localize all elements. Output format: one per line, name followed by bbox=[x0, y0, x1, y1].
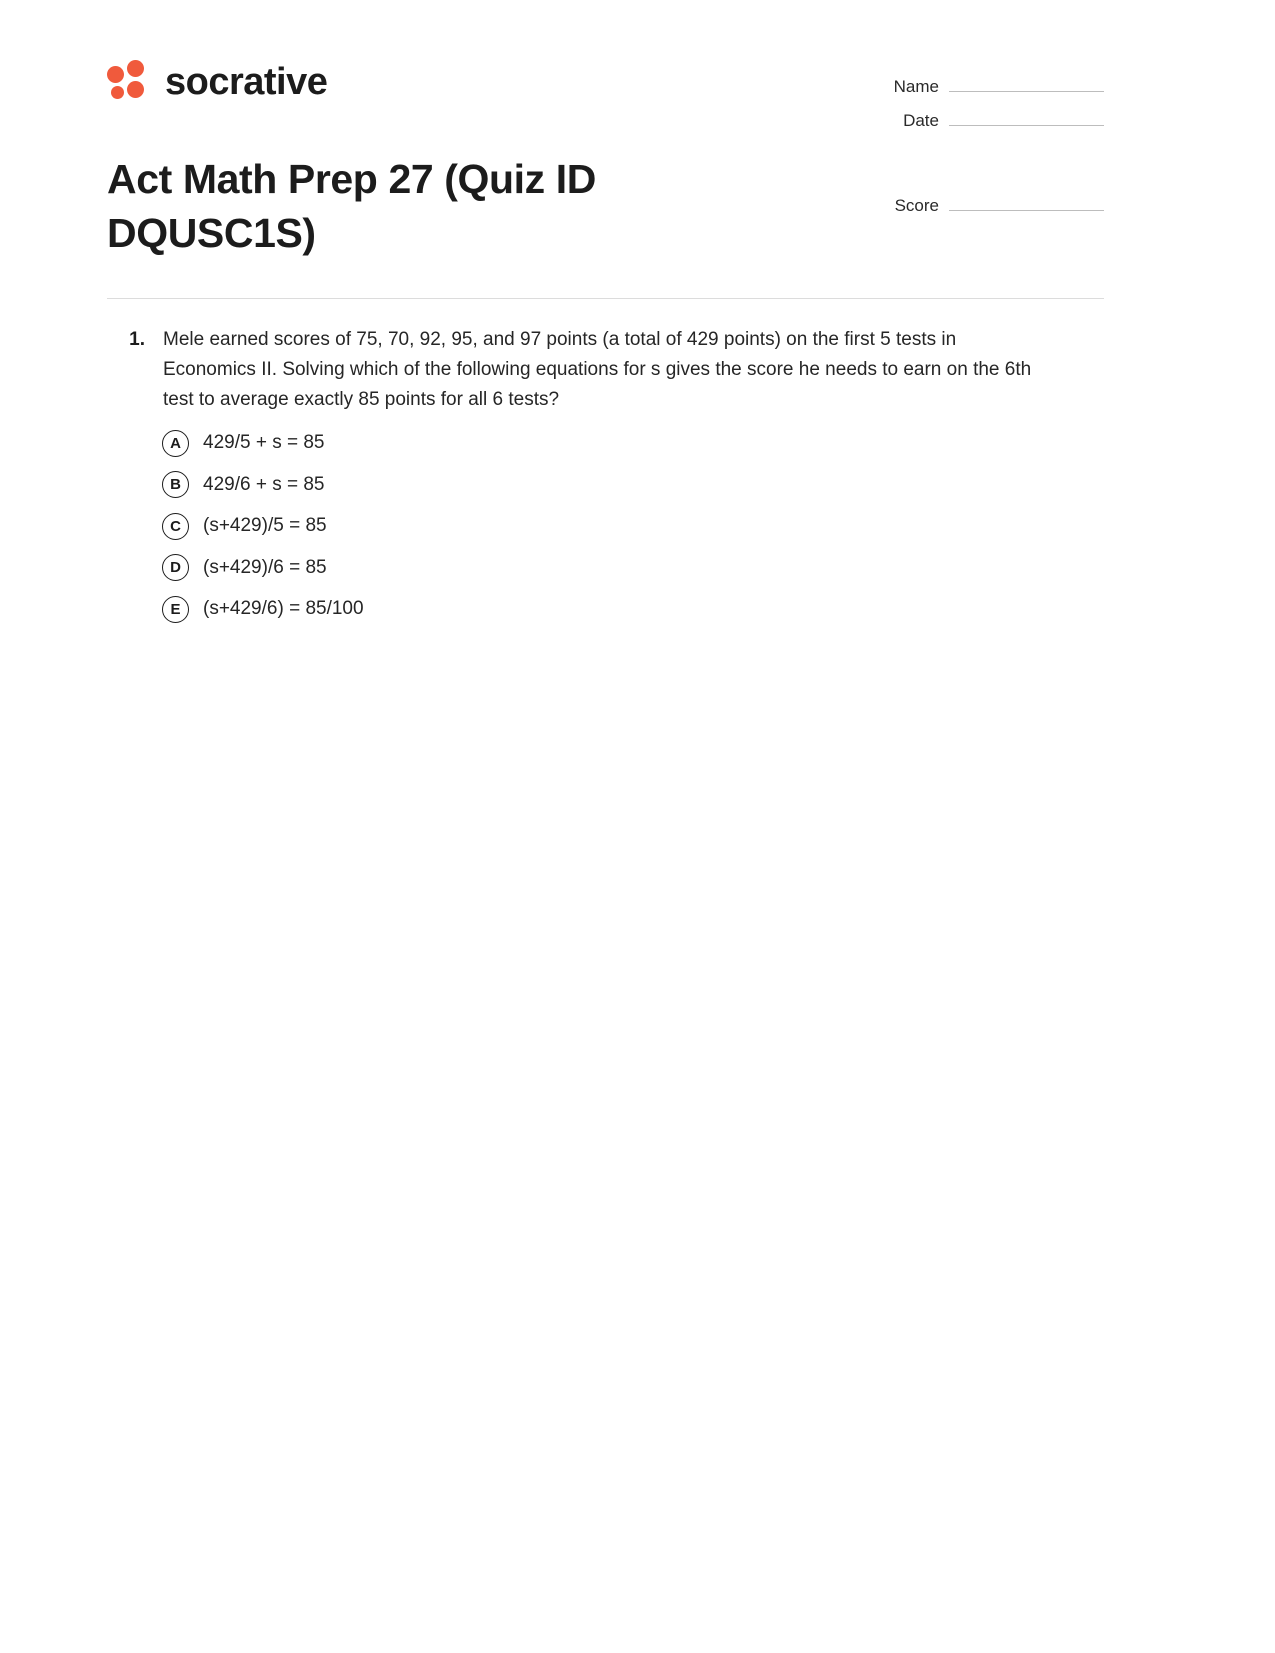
choice-bubble-c[interactable]: C bbox=[162, 513, 189, 540]
question-number: 1. bbox=[129, 329, 145, 350]
socrative-logo-icon bbox=[107, 60, 151, 104]
choice-option-a[interactable] bbox=[107, 429, 1104, 458]
name-field-row bbox=[864, 74, 1104, 97]
choice-bubble-a[interactable]: A bbox=[162, 430, 189, 457]
choices-list bbox=[107, 429, 1104, 624]
choice-text-d: (s+429)/6 = 85 bbox=[203, 556, 327, 578]
name-input-line[interactable] bbox=[949, 74, 1104, 92]
header-divider bbox=[107, 298, 1104, 299]
date-label: Date bbox=[903, 111, 939, 130]
question-text: Mele earned scores of 75, 70, 92, 95, and 97 points (a total of 429 points) on the first 5 tests in Economics II. Solving which of the following equations for s gives the score he needs to earn on the 6th test to average exactly 85 points for all 6 tests? bbox=[163, 329, 1032, 411]
brand-name: socrative bbox=[165, 60, 328, 103]
score-field-row bbox=[864, 193, 1104, 216]
choice-option-e[interactable] bbox=[107, 595, 1104, 624]
choice-option-d[interactable] bbox=[107, 554, 1104, 583]
student-meta-block bbox=[864, 74, 1104, 227]
page-title: Act Math Prep 27 (Quiz ID DQUSC1S) bbox=[107, 156, 596, 257]
question-item bbox=[107, 325, 1104, 624]
choice-option-b[interactable] bbox=[107, 471, 1104, 500]
choice-text-c: (s+429)/5 = 85 bbox=[203, 515, 327, 537]
score-input-line[interactable] bbox=[949, 193, 1104, 211]
choice-text-a: 429/5 + s = 85 bbox=[203, 432, 325, 454]
question-header bbox=[107, 325, 1104, 415]
choice-option-c[interactable] bbox=[107, 512, 1104, 541]
choice-bubble-b[interactable]: B bbox=[162, 471, 189, 498]
name-label: Name bbox=[893, 77, 939, 96]
score-label: Score bbox=[894, 196, 939, 215]
questions-list bbox=[107, 325, 1104, 650]
date-field-row bbox=[864, 108, 1104, 131]
choice-text-e: (s+429/6) = 85/100 bbox=[203, 598, 364, 620]
choice-bubble-d[interactable]: D bbox=[162, 554, 189, 581]
choice-text-b: 429/6 + s = 85 bbox=[203, 473, 325, 495]
choice-bubble-e[interactable]: E bbox=[162, 596, 189, 623]
date-input-line[interactable] bbox=[949, 108, 1104, 126]
